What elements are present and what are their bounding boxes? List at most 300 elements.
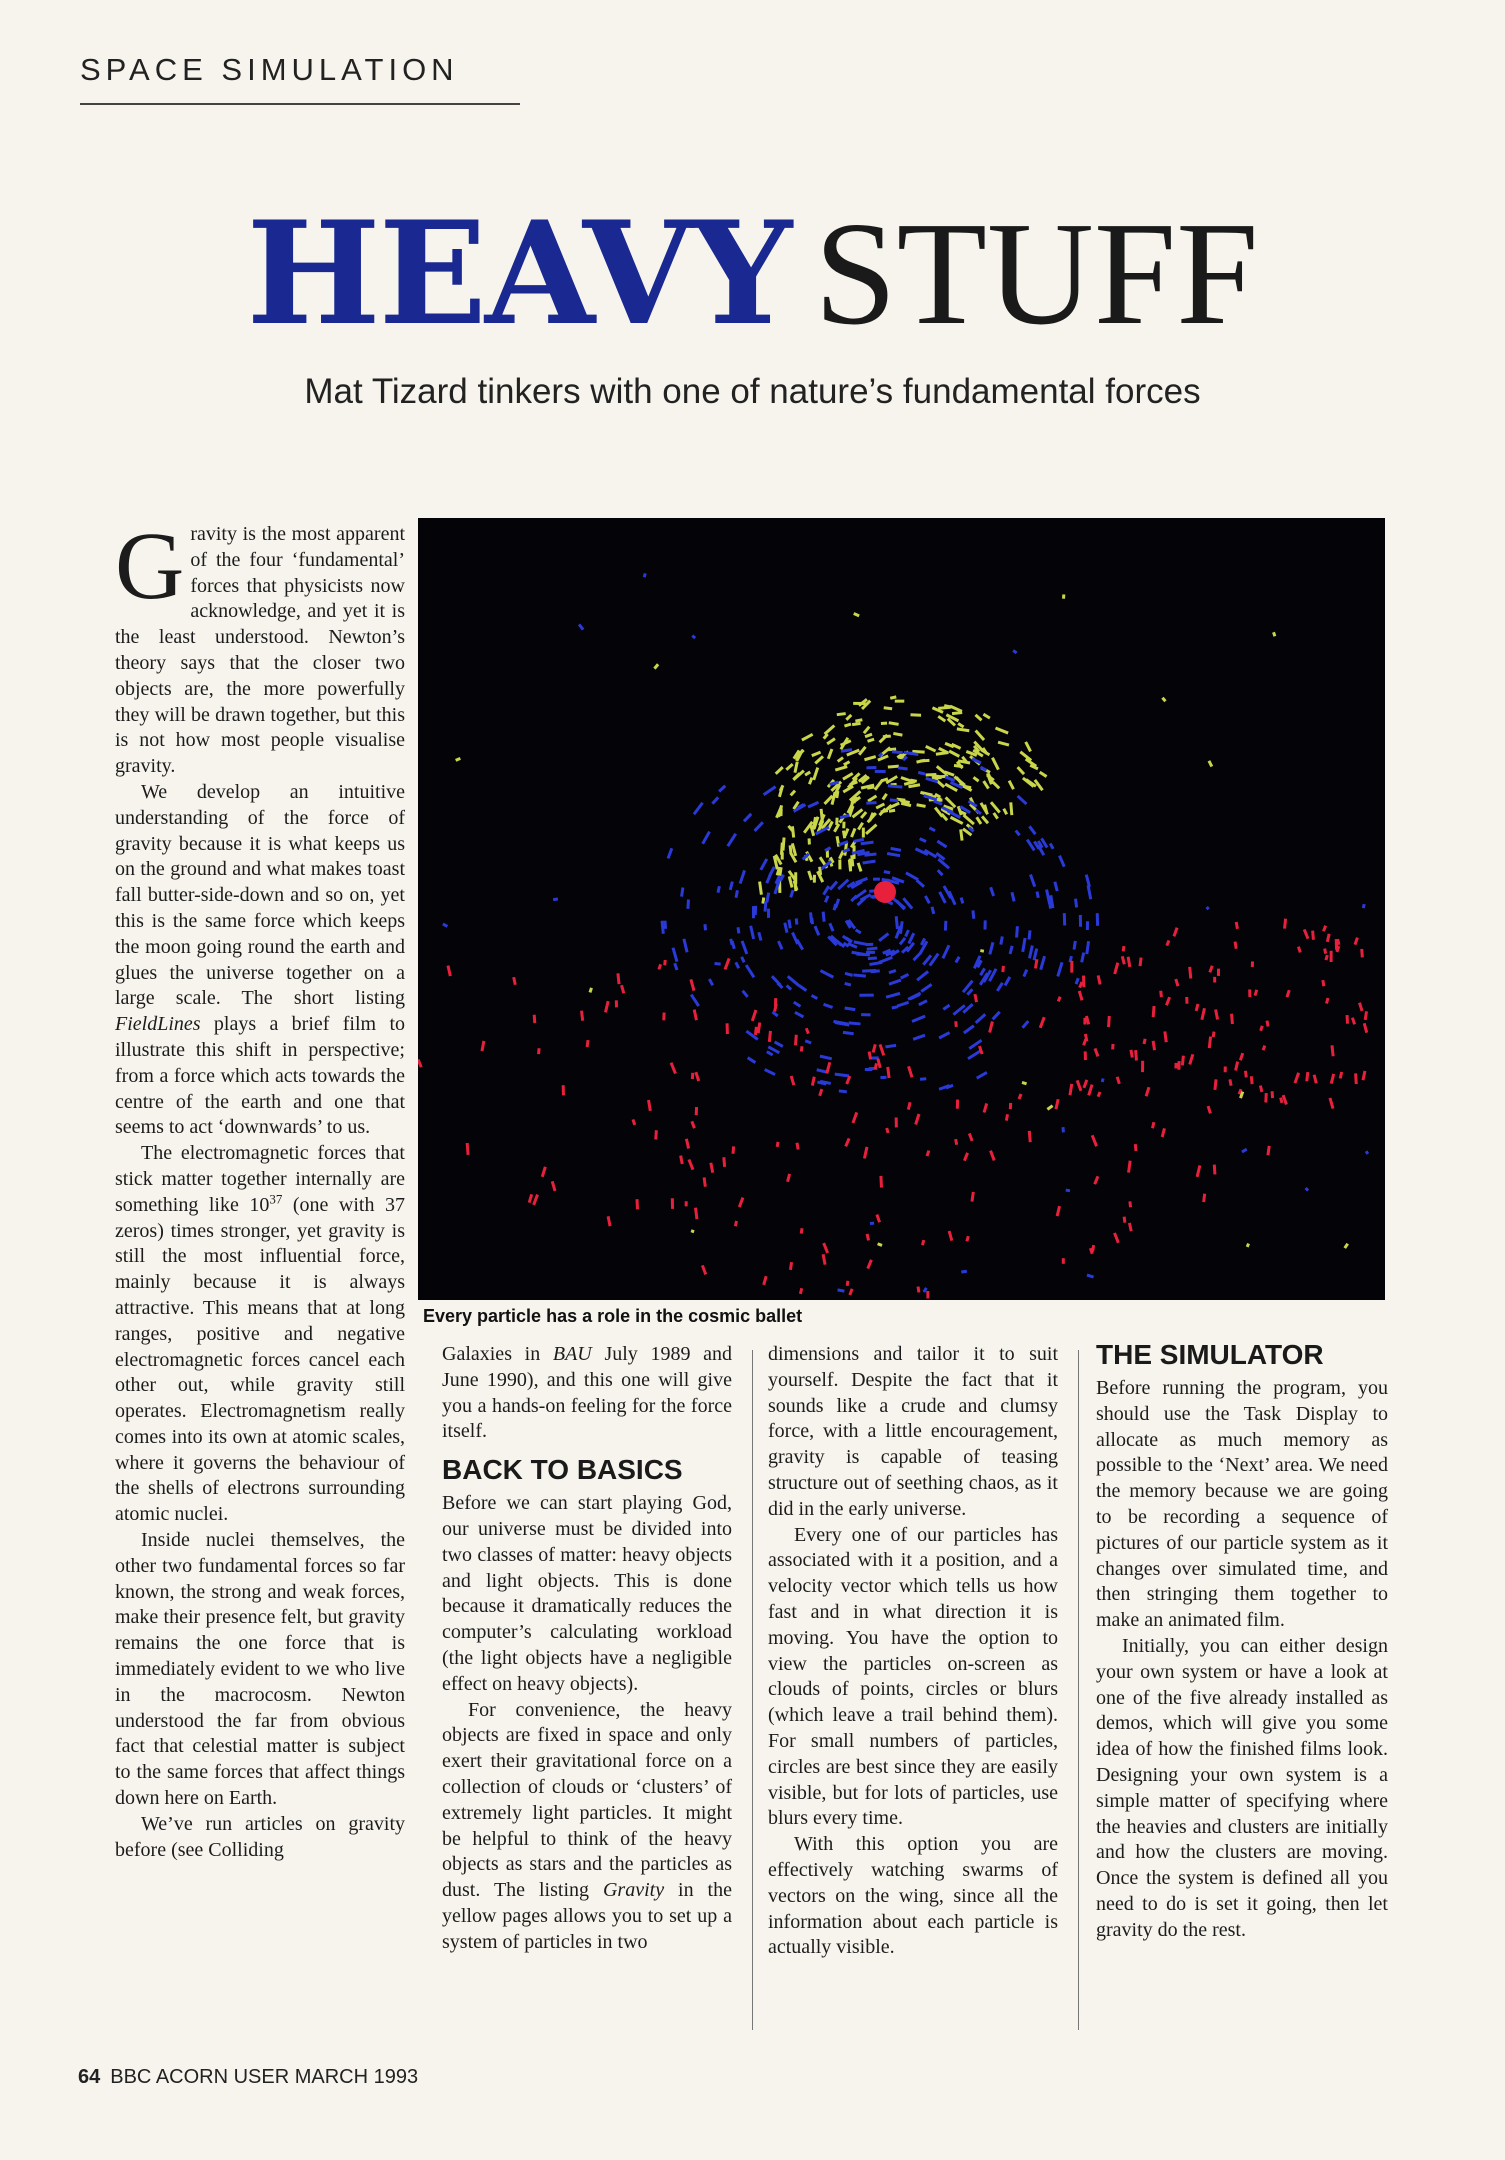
particle (1298, 947, 1300, 953)
particle (972, 759, 981, 763)
particle (852, 723, 860, 724)
particle (608, 1216, 610, 1226)
particle (772, 1012, 777, 1016)
particle (850, 1289, 852, 1295)
particle (846, 715, 851, 720)
particle (1074, 941, 1075, 950)
particle (728, 834, 736, 846)
particle (738, 927, 739, 933)
particle (675, 963, 677, 970)
particle (814, 768, 818, 780)
particle (1245, 1071, 1246, 1078)
particle (909, 933, 914, 943)
particle (1030, 875, 1034, 887)
particle (920, 839, 926, 842)
particle (1307, 1072, 1308, 1081)
particle (1327, 998, 1328, 1003)
particle (1362, 949, 1363, 957)
particle (968, 1051, 980, 1059)
particle (744, 814, 751, 821)
particle (1323, 980, 1324, 986)
particle (622, 985, 624, 993)
particle (785, 923, 787, 933)
particle (671, 1063, 675, 1074)
particle (1066, 1190, 1070, 1191)
particle (861, 842, 874, 844)
particle (1306, 1188, 1308, 1191)
particle (748, 1058, 756, 1063)
particle (864, 1147, 867, 1159)
particle (1023, 1021, 1029, 1028)
particle (1268, 1146, 1269, 1155)
particle (418, 1059, 421, 1067)
particle (973, 777, 978, 781)
particle (969, 1133, 972, 1140)
particle (1016, 830, 1020, 835)
particle (882, 779, 888, 781)
particle (877, 1215, 880, 1223)
particle (824, 886, 829, 895)
particle (837, 836, 839, 846)
particle (1086, 1016, 1088, 1024)
particle (765, 1070, 775, 1075)
particle (845, 973, 853, 975)
particle (1136, 1050, 1137, 1060)
particle (976, 810, 981, 814)
particle (813, 817, 815, 829)
particle (925, 896, 929, 903)
particle (694, 803, 703, 814)
particle (1247, 1244, 1248, 1247)
particle (901, 803, 911, 805)
particle (1003, 966, 1004, 972)
particle (939, 1033, 949, 1038)
particle (1337, 946, 1339, 952)
particle (788, 1174, 790, 1182)
particle (1087, 1275, 1094, 1277)
particle (868, 1260, 872, 1269)
particle (590, 988, 592, 993)
particle (967, 989, 972, 994)
heavy-object (874, 881, 896, 903)
particle (892, 752, 903, 753)
particle (917, 805, 926, 807)
particle (849, 1023, 861, 1024)
particle (1208, 1106, 1210, 1113)
paragraph (115, 1141, 405, 1528)
particle-simulation-image (418, 518, 1385, 1300)
particle (879, 934, 888, 941)
particle (967, 1236, 968, 1241)
particle (846, 1138, 849, 1146)
particle (953, 1005, 964, 1014)
particle (1006, 1114, 1007, 1120)
particle (719, 786, 725, 792)
particle (864, 757, 875, 760)
particle (659, 964, 661, 969)
particle (887, 853, 900, 855)
particle (691, 979, 694, 990)
particle (875, 1063, 877, 1069)
particle (1102, 1078, 1103, 1082)
particle (736, 890, 737, 897)
particle (1274, 632, 1275, 636)
particle (1012, 892, 1014, 901)
subheading-back-to-basics: BACK TO BASICS (442, 1454, 683, 1486)
particle (1092, 1135, 1096, 1146)
particle (901, 778, 913, 782)
particle (552, 1181, 555, 1191)
particle (1167, 940, 1169, 945)
particle (795, 762, 797, 773)
particle (875, 780, 883, 790)
particle (1026, 742, 1031, 752)
particle (783, 838, 784, 851)
particle (791, 1076, 794, 1085)
particle (918, 1287, 919, 1293)
particle (868, 958, 877, 959)
particle (863, 861, 876, 863)
particle (702, 1265, 705, 1274)
particle (456, 758, 461, 760)
particle (998, 742, 1009, 745)
particle (908, 1102, 910, 1109)
particle (1314, 1075, 1316, 1084)
particle (1041, 956, 1045, 969)
particle (1005, 977, 1010, 986)
headline-heavy: HEAVY (246, 191, 791, 357)
particle (878, 1244, 882, 1246)
particle (884, 872, 890, 873)
particle (1115, 963, 1118, 974)
particle (956, 957, 959, 963)
paragraph-text: (one with 37 zeros) times stronger, yet gravity is still the most influential force, mainly because it is always attractive. This means that at long ranges, positive and negative electromagnetic forces cancel each other out, while gravity still operates. Electromagnetism really comes into its own at atomic scales, where it governs the behaviour of the shells of electrons surrounding atomic nuclei. (115, 1193, 405, 1526)
particle (790, 845, 791, 853)
particle (787, 985, 792, 989)
particle (649, 1100, 651, 1111)
particle (1162, 1128, 1164, 1137)
particle (755, 1027, 756, 1035)
particle (735, 1221, 736, 1226)
particle (769, 1031, 770, 1042)
particle (1162, 698, 1165, 702)
particle (841, 750, 852, 752)
particle (482, 1041, 484, 1051)
particle (868, 796, 876, 801)
particle (534, 1015, 535, 1023)
particle (861, 812, 866, 818)
particle (825, 848, 831, 851)
particle (898, 768, 907, 769)
section-rule (80, 103, 520, 105)
particle (869, 1052, 870, 1060)
particle (853, 975, 865, 976)
particle (1129, 1161, 1131, 1173)
particle (1034, 949, 1037, 961)
particle (1098, 1092, 1100, 1097)
particle (991, 887, 994, 896)
particle (789, 920, 790, 929)
particle (1304, 929, 1308, 938)
particle (981, 968, 985, 975)
particle (830, 923, 833, 931)
particle (852, 828, 855, 837)
particle (976, 730, 984, 740)
particle (823, 1254, 825, 1264)
particle (1084, 1039, 1086, 1045)
particle (1295, 1073, 1299, 1083)
particle (668, 848, 672, 858)
particle (961, 898, 963, 904)
particle (890, 800, 898, 801)
paragraph: We’ve run articles on gravity before (see Colliding (115, 1812, 405, 1861)
particle (952, 712, 962, 713)
particle (742, 941, 747, 954)
particle (908, 785, 920, 787)
particle (1001, 936, 1003, 944)
particle (839, 851, 843, 859)
particle (844, 724, 851, 726)
particle (692, 1121, 695, 1128)
particle (1267, 1021, 1268, 1027)
particle (956, 1021, 957, 1027)
particle (761, 859, 767, 870)
particle (764, 1276, 766, 1285)
particle (984, 781, 989, 789)
particle (1197, 1165, 1200, 1176)
particle (990, 942, 993, 954)
particle (843, 831, 844, 839)
article-column-1 (115, 512, 405, 1863)
particle (1327, 934, 1329, 942)
particle (1174, 928, 1177, 937)
particle (1010, 946, 1012, 954)
particle (991, 1151, 995, 1161)
particle (1166, 997, 1169, 1005)
particle (1255, 990, 1257, 996)
particle (733, 1146, 734, 1153)
particle (746, 965, 754, 977)
figure-caption: Every particle has a role in the cosmic ballet (423, 1306, 803, 1326)
particle (823, 912, 824, 922)
particle (852, 952, 865, 954)
particle (1242, 1149, 1247, 1152)
particle (1251, 1076, 1252, 1084)
particle (1210, 966, 1212, 973)
particle (853, 1112, 857, 1123)
particle (954, 765, 963, 766)
particle (1029, 946, 1032, 959)
particle (889, 980, 901, 984)
particle (1340, 1072, 1342, 1078)
particle (889, 810, 895, 811)
paragraph-text: For convenience, the heavy objects are fixed in space and only exert their gravitational force on a collection of clouds or ‘clusters’ of extremely light particles. It might be helpful to think of the heavy objects as stars and the particles as dust. The listing (442, 1698, 732, 1902)
particle (760, 882, 762, 895)
particle (913, 1035, 925, 1039)
paragraph: dimensions and tailor it to suit yourself. Despite the fact that it sounds like a crude and clumsy force, with a little encouragement, gravity is capable of teasing structure out of seething chaos, as it did in the early universe. (768, 1343, 1058, 1520)
particle (765, 901, 766, 911)
particle (1209, 1037, 1210, 1049)
particle (980, 767, 986, 770)
particle (812, 1077, 814, 1086)
paragraph (115, 512, 405, 780)
particle (1089, 1085, 1092, 1096)
particle (1207, 907, 1209, 909)
particle (897, 1002, 908, 1006)
particle (811, 995, 817, 998)
particle (1087, 941, 1089, 954)
particle (1035, 959, 1037, 968)
particle (827, 739, 835, 744)
particle (1130, 1201, 1131, 1207)
particle (854, 614, 859, 616)
particle (940, 892, 946, 903)
particle (864, 727, 869, 734)
particle (840, 815, 849, 817)
particle (949, 1231, 952, 1241)
paragraph: Inside nuclei themselves, the other two fundamental forces so far known, the strong and weak forces, make their presence felt, but gravity remains the one force that is immediately evident to we who live in the macrocosm. Newton understood the far from obvious fact that celestial matter is subject to the same forces that affect things down here on Earth. (115, 1529, 405, 1810)
particle (1146, 1087, 1149, 1096)
particle (618, 973, 619, 984)
particle (1082, 953, 1084, 963)
paragraph: With this option you are effectively watching swarms of vectors on the wing, since all the information about each particle is actually visible. (768, 1833, 1058, 1959)
particle (696, 1072, 699, 1081)
particle (811, 912, 812, 922)
article-column-4 (1096, 1338, 1388, 1944)
particle (916, 1114, 919, 1124)
particle (1128, 957, 1130, 967)
particle (1331, 1074, 1333, 1084)
particle (1235, 942, 1236, 949)
particle (1345, 1244, 1348, 1248)
particle (937, 841, 946, 847)
particle (809, 871, 812, 880)
subheading-the-simulator: THE SIMULATOR (1096, 1339, 1324, 1370)
particle (1098, 975, 1100, 984)
particle (1076, 978, 1078, 984)
particle (800, 1288, 801, 1294)
particle (820, 1056, 832, 1059)
particle (691, 1231, 694, 1232)
particle (1364, 1023, 1367, 1032)
particle (1029, 826, 1035, 834)
particle (795, 1012, 804, 1017)
particle (834, 824, 839, 832)
particle (791, 791, 795, 796)
particle (1122, 956, 1124, 964)
particle (1236, 1062, 1238, 1071)
particle (1029, 1131, 1030, 1142)
particle (869, 962, 882, 964)
section-label: SPACE SIMULATION (80, 52, 459, 87)
paragraph (442, 1698, 732, 1956)
particle (890, 697, 896, 698)
particle (936, 752, 949, 754)
particle (740, 870, 744, 883)
particle (950, 706, 962, 711)
particle (961, 829, 962, 840)
particle (1124, 1217, 1125, 1223)
particle (796, 918, 797, 924)
particle (806, 1028, 808, 1033)
particle (1055, 882, 1057, 891)
particle (820, 1089, 822, 1096)
particle (1359, 1003, 1362, 1011)
particle (977, 1072, 987, 1078)
particle (1209, 761, 1212, 767)
particle (1356, 1073, 1357, 1084)
particle (1135, 1144, 1136, 1151)
particle (795, 1035, 796, 1046)
particle (742, 957, 744, 963)
particle (943, 945, 949, 958)
particle (1051, 895, 1053, 908)
particle (892, 1007, 898, 1008)
particle (943, 1005, 949, 1009)
particle (1240, 1053, 1242, 1060)
particle (1056, 1099, 1058, 1109)
paragraph-text: ravity is the most apparent of the four ‘fundamental’ forces that physicists now acknowledge, and yet it is the least understood. Newton’s theory says that the closer two objects are, the more powerfully they will be drawn together, but this is not how most people visualise gravity. (115, 523, 405, 778)
particle (867, 787, 874, 788)
particle (975, 994, 977, 1002)
particle (1263, 1046, 1265, 1051)
particle (514, 977, 516, 985)
paragraph-text: July 1989 and June 1990), and this one will give you a hands-on feeling for the force itself. (442, 1343, 732, 1443)
column-rule (752, 1350, 753, 2030)
particle (1076, 899, 1077, 908)
particle (1079, 991, 1082, 1000)
particle (906, 873, 918, 880)
particle (1140, 958, 1141, 967)
particle (797, 1143, 798, 1150)
particle (827, 1062, 830, 1073)
particle (859, 747, 865, 755)
particle (944, 706, 951, 707)
particle (817, 1082, 826, 1084)
particle (718, 886, 719, 893)
particle (985, 805, 987, 812)
particle (977, 817, 981, 824)
paragraph-text: Galaxies in (442, 1343, 553, 1365)
particle (906, 930, 909, 936)
particle (605, 1001, 608, 1012)
particle (688, 900, 689, 909)
particle (973, 910, 974, 918)
particle (1204, 1194, 1205, 1202)
particle (790, 1262, 791, 1270)
listing-name: Gravity (602, 1879, 665, 1902)
particle (885, 1045, 896, 1046)
particle (673, 948, 677, 962)
particle (1176, 979, 1178, 986)
particle (957, 729, 969, 731)
particle (1040, 772, 1047, 776)
particle (920, 760, 929, 761)
paragraph-text: The electromagnetic forces that stick matter together internally are something like 10 (115, 1142, 405, 1216)
particle (972, 1192, 973, 1202)
particle (1047, 1106, 1052, 1110)
particle (1018, 767, 1024, 774)
page-footer (78, 2066, 418, 2089)
particle (794, 1002, 801, 1006)
particle (920, 1079, 926, 1080)
particle (841, 741, 851, 746)
particle (654, 664, 658, 668)
particle (929, 828, 935, 831)
particle (778, 941, 782, 949)
particle (963, 815, 973, 824)
particle (1095, 1176, 1098, 1184)
